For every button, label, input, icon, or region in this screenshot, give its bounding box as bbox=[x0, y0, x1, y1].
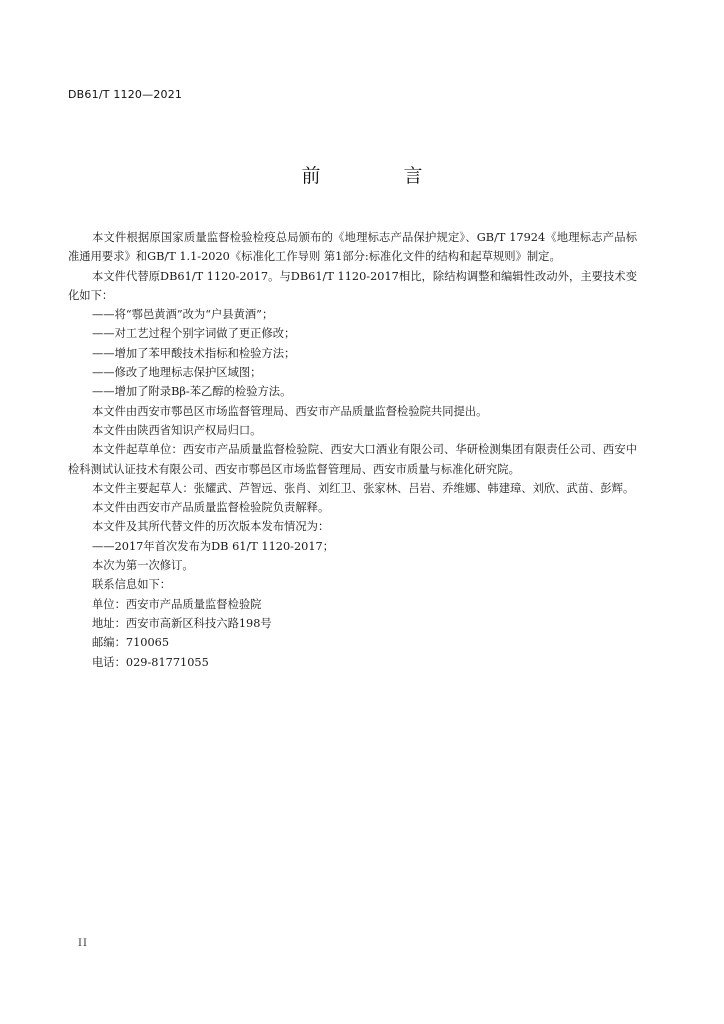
paragraph-drafting-units: 本文件起草单位：西安市产品质量监督检验院、西安大口酒业有限公司、华研检测集团有限责任公司、西安中检科测试认证技术有限公司、西安市鄠邑区市场监督管理局、西安市质量与标准化研究院。 bbox=[68, 443, 637, 476]
paragraph-contact-heading: 联系信息如下： bbox=[92, 578, 172, 592]
contact-postcode: 邮编：710065 bbox=[92, 636, 170, 650]
contact-address: 地址：西安市高新区科技六路198号 bbox=[92, 616, 272, 630]
foreword-body bbox=[68, 228, 637, 672]
paragraph-proposed-by: 本文件由西安市鄠邑区市场监督管理局、西安市产品质量监督检验院共同提出。 bbox=[92, 404, 488, 418]
paragraph-replaces: 本文件代替原DB61/T 1120-2017。与DB61/T 1120-2017相比，除结构调整和编辑性改动外，主要技术变化如下： bbox=[68, 269, 637, 302]
paragraph-drafters: 本文件主要起草人：张耀武、芦智远、张肖、刘红卫、张家林、吕岩、乔维娜、韩建璋、刘欣、武苗、彭辉。 bbox=[92, 481, 635, 495]
change-item: ——增加了苯甲酸技术指标和检验方法； bbox=[92, 346, 296, 360]
page-title: 前 言 bbox=[301, 165, 455, 187]
paragraph-administered-by: 本文件由陕西省知识产权局归口。 bbox=[92, 423, 262, 437]
contact-phone: 电话：029-81771055 bbox=[92, 655, 209, 669]
paragraph-revision: 本次为第一次修订。 bbox=[92, 559, 194, 573]
change-item: ——修改了地理标志保护区域图； bbox=[92, 366, 262, 380]
change-item: ——将“鄠邑黄酒”改为“户县黄酒”； bbox=[92, 308, 274, 322]
change-item: ——对工艺过程个别字词做了更正修改； bbox=[92, 327, 296, 341]
standard-code: DB61/T 1120—2021 bbox=[68, 88, 183, 101]
paragraph-interpretation: 本文件由西安市产品质量监督检验院负责解释。 bbox=[92, 501, 330, 515]
page-number: II bbox=[78, 938, 88, 949]
contact-unit: 单位：西安市产品质量监督检验院 bbox=[92, 597, 262, 611]
paragraph-basis: 本文件根据原国家质量监督检验检疫总局颁布的《地理标志产品保护规定》、GB/T 17924《地理标志产品标准通用要求》和GB/T 1.1-2020《标准化工作导则 第1部分:标准化文件的结构和起草规则》制定。 bbox=[68, 231, 637, 264]
change-item: ——增加了附录Bβ-苯乙醇的检验方法。 bbox=[92, 385, 292, 399]
history-item: ——2017年首次发布为DB 61/T 1120-2017； bbox=[92, 539, 334, 553]
paragraph-history: 本文件及其所代替文件的历次版本发布情况为： bbox=[92, 520, 330, 534]
